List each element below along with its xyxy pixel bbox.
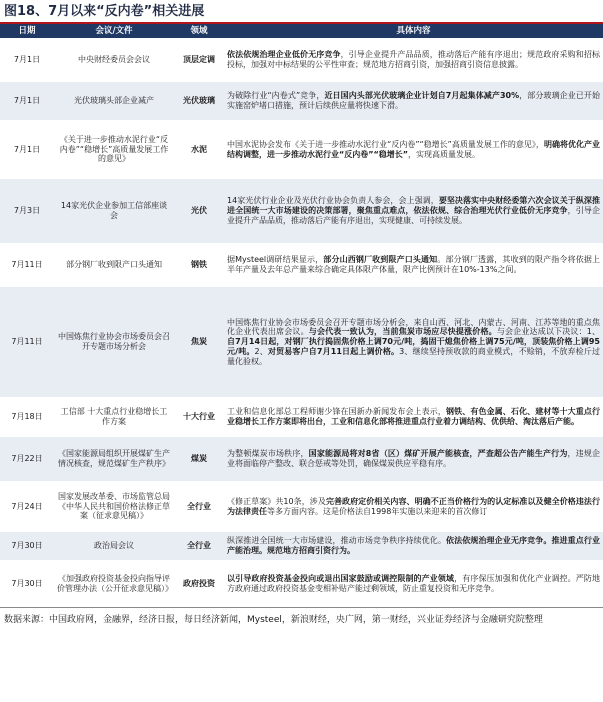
row-document: 中国炼焦行业协会市场委员会召开专题市场分析会 <box>54 287 174 397</box>
row-date: 7月18日 <box>0 397 54 437</box>
row-detail <box>224 287 603 397</box>
row-detail <box>224 532 603 560</box>
detail-emphasis: 完善政府定价相关内容、明确不正当价格行为的认定标准以及健全价格违法行为法律责任 <box>227 496 600 516</box>
detail-emphasis: 钢铁、有色金属、石化、建材等十大重点行业稳增长工作方案即将出台，工业和信息化部将推进重点行业着力调结构、优供给、淘汰落后产能。 <box>227 407 600 426</box>
row-field: 钢铁 <box>174 243 224 287</box>
detail-emphasis: 对贸易客户自7月11日起上调价格。 <box>267 346 400 356</box>
data-source-note: 数据来源：中国政府网，金融界，经济日报，每日经济新闻，Mysteel，新浪财经，央广网，第一财经，兴业证券经济与金融研究院整理 <box>0 607 603 629</box>
table-row <box>0 397 603 437</box>
detail-text: 3、继续坚持预收款的商业模式，不赊销，不放弃检斤过量化验权。 <box>227 346 600 366</box>
table-row <box>0 481 603 532</box>
detail-emphasis: 近日国内头部光伏玻璃企业计划自7月起集体减产30% <box>324 91 520 101</box>
row-detail <box>224 560 603 607</box>
row-date: 7月22日 <box>0 437 54 481</box>
table-row <box>0 82 603 120</box>
row-field: 水泥 <box>174 120 224 179</box>
table-row <box>0 120 603 179</box>
detail-text: 等多方面内容。这是价格法自1998年实施以来迎来的首次修订 <box>267 506 488 516</box>
detail-emphasis: 明确将优化产业结构调整，进一步推动水泥行业“反内卷”“稳增长” <box>227 139 601 159</box>
row-date: 7月11日 <box>0 243 54 287</box>
detail-text: ，引导企业提升产品品质，推动落后产能有序退出，实现健康、可持续发展。 <box>227 206 601 225</box>
row-document: 部分钢厂收到限产口头通知 <box>54 243 174 287</box>
table-row <box>0 38 603 82</box>
detail-emphasis: 要坚决落实中央财经委第六次会议关于纵深推进全国统一大市场建设的决策部署，聚焦重点难点，依法依规、综合治理光伏行业低价无序竞争 <box>227 196 600 216</box>
detail-text: ，实现高质量发展。 <box>408 149 481 159</box>
table-row <box>0 243 603 287</box>
row-field: 顶层定调 <box>174 38 224 82</box>
row-document: 《国家能源局组织开展煤矿生产情况核查，规范煤矿生产秩序》 <box>54 437 174 481</box>
row-detail <box>224 481 603 532</box>
row-document: 《加强政府投资基金投向指导评价管理办法（公开征求意见稿）》 <box>54 560 174 607</box>
detail-emphasis: 依法依规治理企业低价无序竞争 <box>227 50 341 60</box>
detail-emphasis: 与会代表一致认为，当前焦炭市场应尽快提涨价格。 <box>308 327 497 337</box>
row-detail <box>224 397 603 437</box>
detail-text: 中国炼焦行业协会市场委员会召开专题市场分析会，来自山西、河北、内蒙古、河南、江苏等地的重点焦化企业代表出席会议。 <box>227 317 600 337</box>
row-date: 7月1日 <box>0 38 54 82</box>
detail-text: 纵深推进全国统一大市场建设，推动市场竞争秩序持续优化。 <box>227 536 446 546</box>
row-document: 光伏玻璃头部企业减产 <box>54 82 174 120</box>
row-document: 国家发展改革委、市场监管总局《中华人民共和国价格法修正草案（征求意见稿）》 <box>54 481 174 532</box>
row-detail <box>224 437 603 481</box>
detail-text: ，违规企业将面临停产整改、联合惩戒等处罚，确保煤炭供应平稳有序。 <box>227 449 600 468</box>
header-detail: 具体内容 <box>224 24 603 38</box>
row-field: 焦炭 <box>174 287 224 397</box>
row-date: 7月3日 <box>0 179 54 243</box>
row-field: 全行业 <box>174 481 224 532</box>
header-date: 日期 <box>0 24 54 38</box>
header-document: 会议/文件 <box>54 24 174 38</box>
row-date: 7月1日 <box>0 120 54 179</box>
detail-emphasis: 自7月14日起，对钢厂执行捣固焦价格上调70元/吨，捣固干熄焦价格上调75元/吨，顶装焦价格上调95元/吨。 <box>227 337 600 356</box>
detail-text: 据Mysteel调研结果显示， <box>227 255 324 265</box>
table-row <box>0 532 603 560</box>
detail-text: 14家光伏行业企业及光伏行业协会负责人参会，会上强调， <box>227 196 439 206</box>
detail-text: 为整顿煤炭市场秩序， <box>227 449 309 459</box>
progress-table <box>0 24 603 607</box>
row-document: 中央财经委员会会议 <box>54 38 174 82</box>
row-field: 煤炭 <box>174 437 224 481</box>
row-field: 光伏 <box>174 179 224 243</box>
detail-text: 为破除行业“内卷式”竞争， <box>227 91 325 101</box>
row-date: 7月30日 <box>0 532 54 560</box>
row-detail <box>224 243 603 287</box>
table-header-row <box>0 24 603 38</box>
detail-emphasis: 部分山西钢厂收到限产口头通知 <box>323 255 438 265</box>
detail-text: ，部分玻璃企业已开始实施窑炉堵口措施，预计后续供应量将快速下滑。 <box>227 91 601 110</box>
row-field: 全行业 <box>174 532 224 560</box>
table-row <box>0 287 603 397</box>
header-field: 领域 <box>174 24 224 38</box>
row-document: 《关于进一步推动水泥行业“反内卷”“稳增长”高质量发展工作的意见》 <box>54 120 174 179</box>
row-document: 工信部 十大重点行业稳增长工作方案 <box>54 397 174 437</box>
row-detail <box>224 120 603 179</box>
row-field: 十大行业 <box>174 397 224 437</box>
row-document: 政治局会议 <box>54 532 174 560</box>
row-date: 7月30日 <box>0 560 54 607</box>
detail-text: ，引导企业提升产品品质，推动落后产能有序退出；规范政府采购和招标投标，加强对中标结果的公平性审查；规范地方招商引资，加强招商引资信息披露。 <box>227 50 601 69</box>
detail-text: 工业和信息化部总工程师谢少锋在国新办新闻发布会上表示， <box>227 407 446 417</box>
row-detail <box>224 82 603 120</box>
row-field: 政府投资 <box>174 560 224 607</box>
row-date: 7月11日 <box>0 287 54 397</box>
row-detail <box>224 179 603 243</box>
table-row <box>0 179 603 243</box>
detail-text: 2、 <box>254 346 268 356</box>
detail-text: 与会企业达成以下决议：1、 <box>496 327 601 337</box>
row-date: 7月24日 <box>0 481 54 532</box>
detail-text: ，有序保压加强和优化产业调控。严防地方政府通过政府投资基金变相补贴产能过剩领域，防止重复投资和无序竞争。 <box>227 573 600 593</box>
detail-emphasis: 以引导政府投资基金投向或退出国家鼓励或调控限制的产业领域 <box>227 573 455 583</box>
detail-emphasis: 国家能源局将对8省（区）煤矿开展产能核查，严查超公告产能生产行为 <box>308 449 568 459</box>
figure-title: 图18、7月以来“反内卷”相关进展 <box>0 0 603 24</box>
row-document: 14家光伏企业参加工信部座谈会 <box>54 179 174 243</box>
row-date: 7月1日 <box>0 82 54 120</box>
detail-text: 中国水泥协会发布《关于进一步推动水泥行业“反内卷”“稳增长”高质量发展工作的意见》， <box>227 139 544 149</box>
row-field: 光伏玻璃 <box>174 82 224 120</box>
detail-emphasis: 依法依规治理企业无序竞争。推进重点行业产能治理。规范地方招商引资行为。 <box>227 536 600 555</box>
detail-text: 《修正草案》共10条，涉及 <box>227 496 326 506</box>
row-detail <box>224 38 603 82</box>
table-row <box>0 437 603 481</box>
detail-text: 。部分钢厂透露，其收到的限产指令将依据上半年产量及去年总产量来综合确定具体限产体量，限产比例预计在10%-13%之间。 <box>227 255 601 274</box>
table-row <box>0 560 603 607</box>
